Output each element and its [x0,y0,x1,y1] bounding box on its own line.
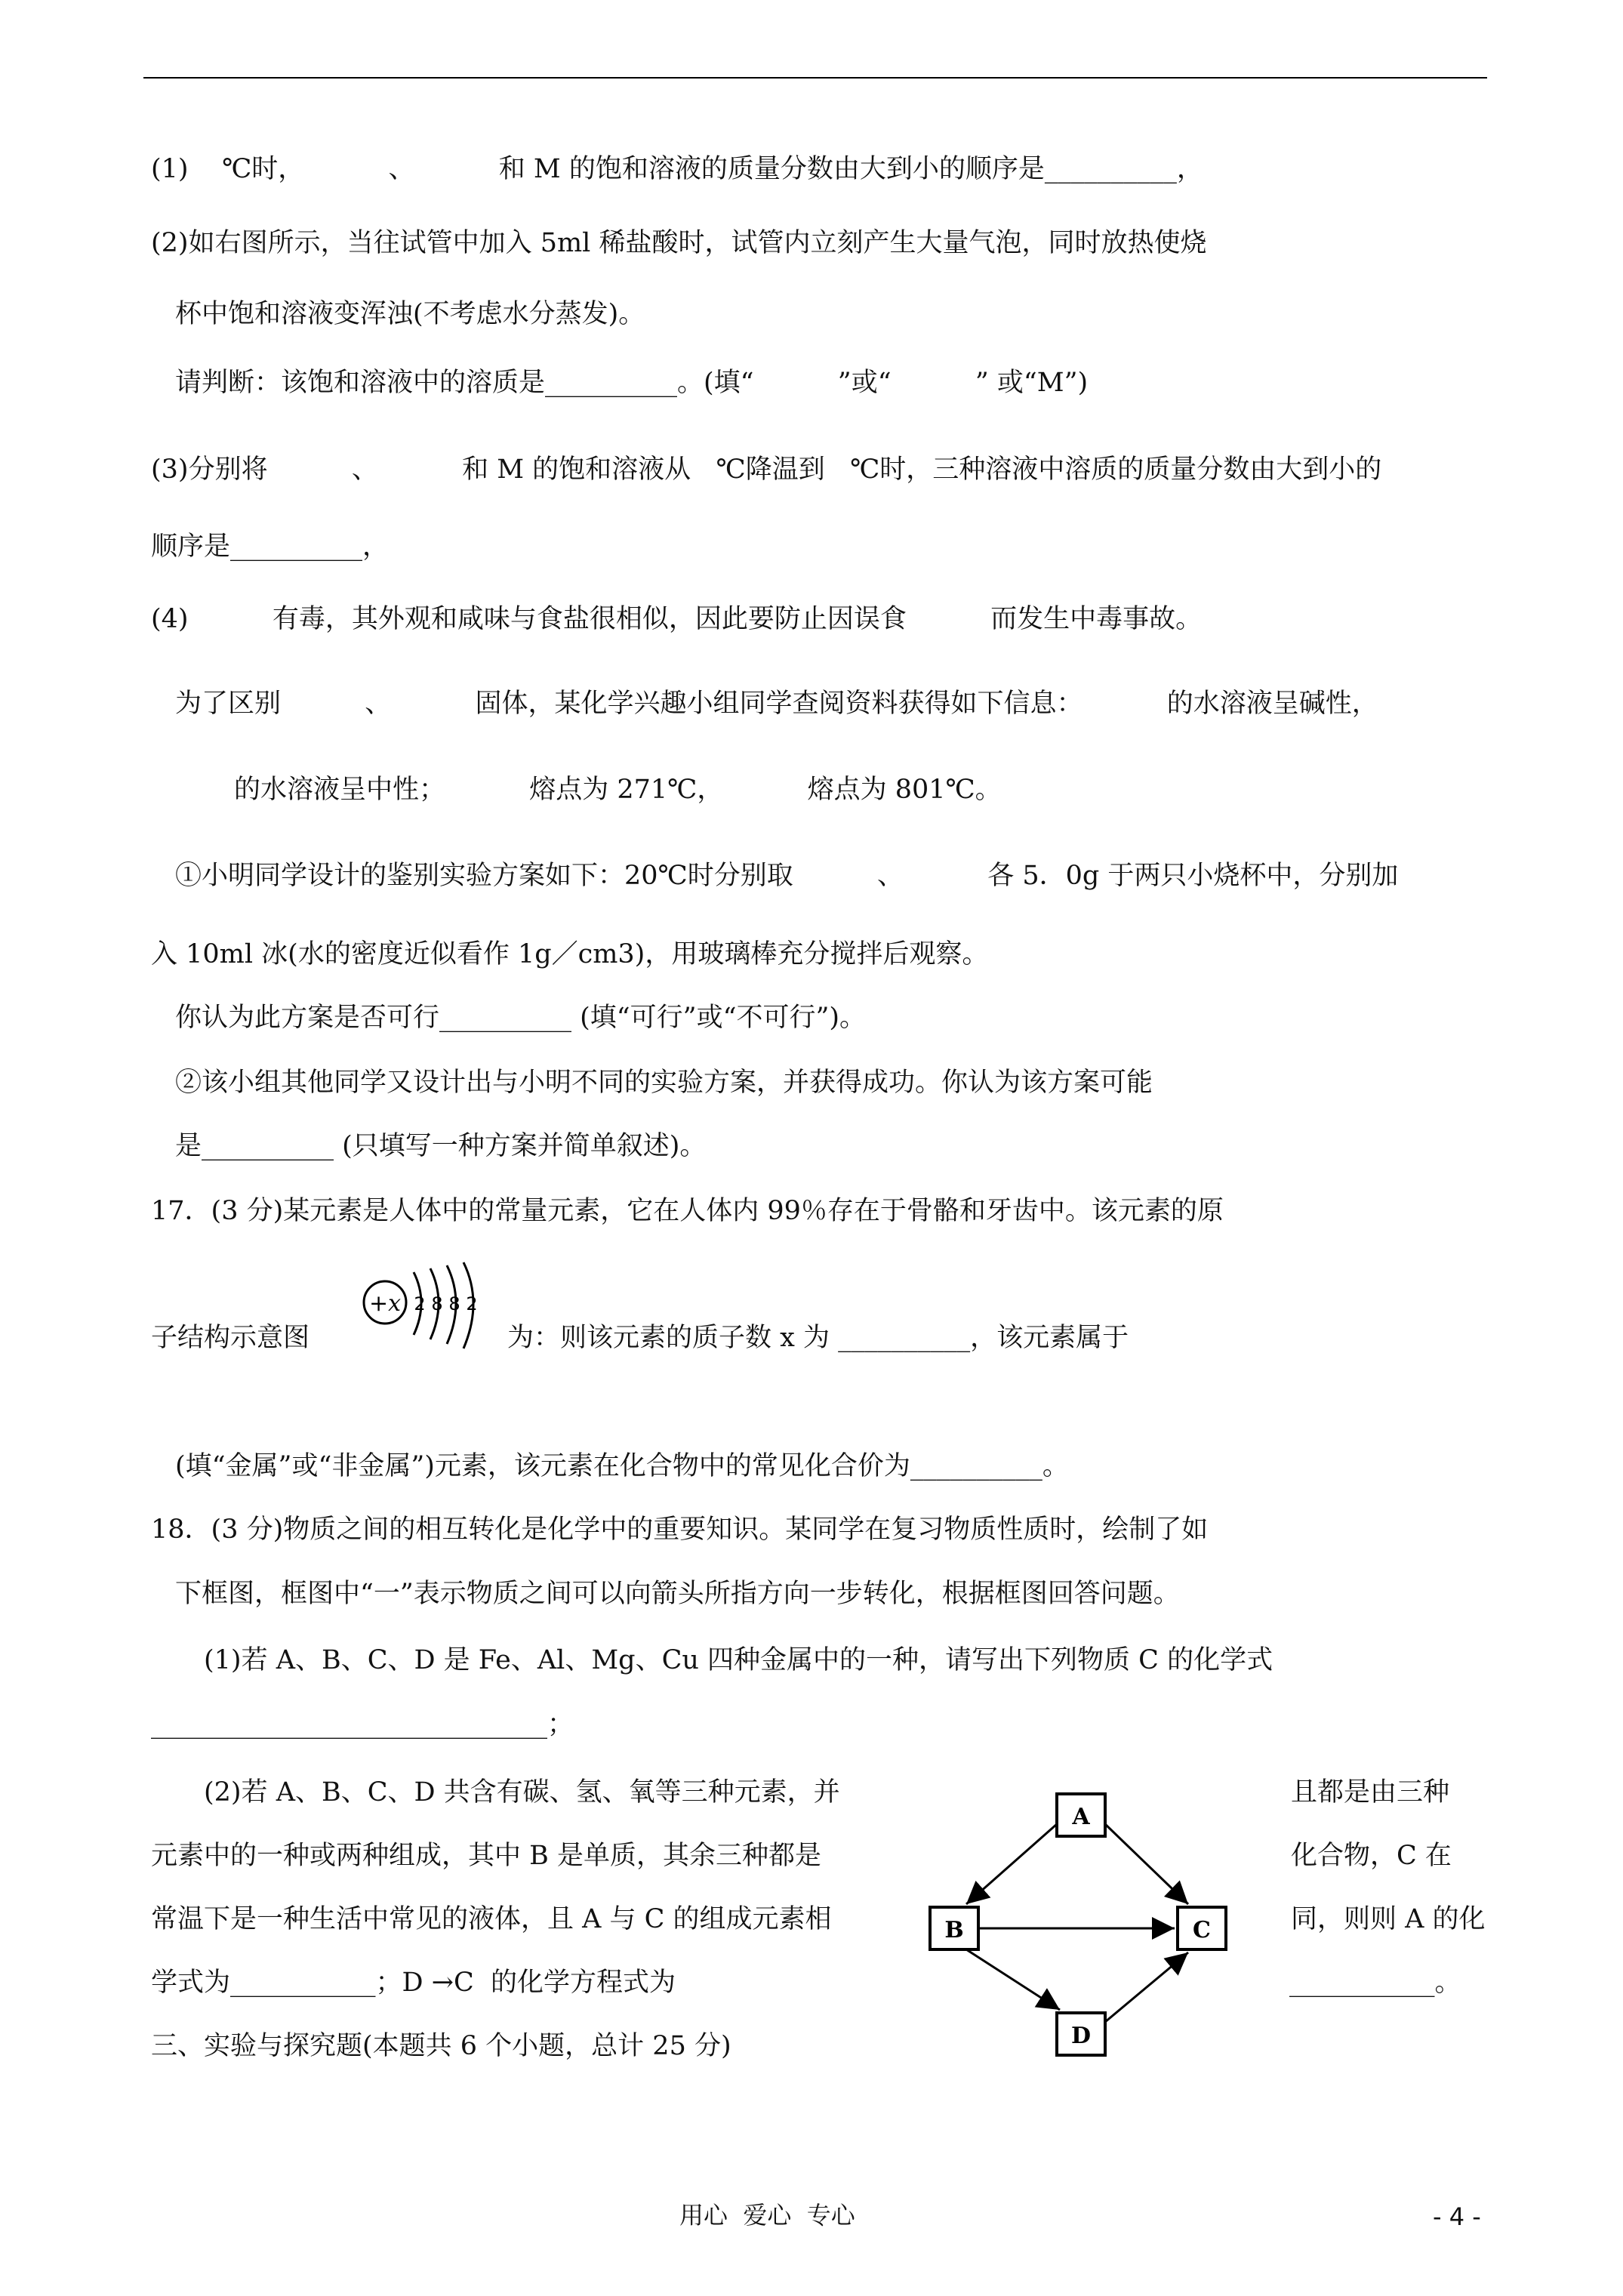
shell-2-count: 8 [431,1293,443,1314]
arrow-a-to-c [1105,1824,1188,1904]
q17-line2-right: 为：则该元素的质子数 x 为 __________，该元素属于 [507,1323,1129,1353]
q18-part2-left-4: 学式为___________；D →C 的化学方程式为 [151,1968,676,1998]
q18-part2-right-4: ___________。 [1289,1968,1461,1998]
q16-part4-line7: ②该小组其他同学又设计出与小明不同的实验方案，并获得成功。你认为该方案可能 [175,1068,1153,1098]
q18-part2-left-1: (2)若 A、B、C、D 共含有碳、氢、氧等三种元素，并 [204,1777,840,1808]
q17-line2-left: 子结构示意图 [151,1323,310,1353]
node-d-label: D [1070,2023,1092,2049]
atom-nucleus-label: +x [368,1290,402,1317]
q17-line1: 17．(3 分)某元素是人体中的常量元素，它在人体内 99％存在于骨骼和牙齿中。该元素的原 [151,1196,1224,1226]
arrow-d-to-c [1105,1952,1188,2022]
q16-part4-line6: 你认为此方案是否可行__________ (填“可行”或“不可行”)。 [175,1003,867,1033]
q16-part2-line3: 请判断：该饱和溶液中的溶质是__________。(填“ ”或“ ” 或“M”) [175,368,1089,398]
section-3-heading: 三、实验与探究题(本题共 6 个小题，总计 25 分) [151,2031,731,2061]
q18-part2-left-2: 元素中的一种或两种组成，其中 B 是单质，其余三种都是 [151,1841,821,1871]
node-a-label: A [1072,1804,1090,1830]
q18-part2-right-3: 同，则则 A 的化 [1291,1904,1486,1934]
node-c-label: C [1193,1917,1211,1943]
footer-slogan: 用心 爱心 专心 [679,2201,855,2230]
q16-part2-line1: (2)如右图所示，当往试管中加入 5ml 稀盐酸时，试管内立刻产生大量气泡，同时放热使烧 [151,228,1207,258]
q16-part1: (1) ℃时， 、 和 M 的饱和溶液的质量分数由大到小的顺序是__________， [151,154,1203,184]
arrow-a-to-b [966,1824,1057,1904]
q18-part1-answer-line: ______________________________； [151,1709,574,1740]
shell-1-count: 2 [414,1293,426,1314]
q18-part1: (1)若 A、B、C、D 是 Fe、Al、Mg、Cu 四种金属中的一种，请写出下列物质 C 的化学式 [204,1645,1273,1675]
header-rule [143,77,1487,79]
q18-part2-left-3: 常温下是一种生活中常见的液体，且 A 与 C 的组成元素相 [151,1904,832,1934]
conversion-diagram [921,1782,1238,2069]
arrow-b-to-d [966,1949,1060,2010]
q16-part4-line4: ①小明同学设计的鉴别实验方案如下：20℃时分别取 、 各 5．0g 于两只小烧杯中，分别加 [175,861,1399,891]
atom-structure-diagram [355,1261,506,1359]
q16-part4-line1: (4) 有毒，其外观和咸味与食盐很相似，因此要防止因误食 而发生中毒事故。 [151,604,1203,634]
q17-line3: (填“金属”或“非金属”)元素，该元素在化合物中的常见化合价为__________。 [175,1451,1069,1481]
q16-part4-line8: 是__________ (只填写一种方案并简单叙述)。 [175,1131,707,1161]
q16-part4-line2: 为了区别 、 固体，某化学兴趣小组同学查阅资料获得如下信息： 的水溶液呈碱性， [175,689,1378,719]
page-number: - 4 - [1433,2202,1481,2231]
node-b-label: B [944,1917,964,1943]
q18-line1: 18．(3 分)物质之间的相互转化是化学中的重要知识。某同学在复习物质性质时，绘制了如 [151,1515,1209,1545]
q16-part2-line2: 杯中饱和溶液变浑浊(不考虑水分蒸发)。 [175,299,645,329]
shell-3-count: 8 [448,1293,460,1314]
q16-part3-line1: (3)分别将 、 和 M 的饱和溶液从 ℃降温到 ℃时，三种溶液中溶质的质量分数由大到小的 [151,455,1382,485]
q16-part3-line2: 顺序是__________， [151,532,390,562]
q18-part2-right-2: 化合物，C 在 [1291,1841,1452,1871]
q18-line2: 下框图，框图中“一”表示物质之间可以向箭头所指方向一步转化，根据框图回答问题。 [175,1579,1180,1609]
q18-part2-right-1: 且都是由三种 [1291,1777,1450,1808]
q16-part4-line3: 的水溶液呈中性； 熔点为 271℃， 熔点为 801℃。 [234,775,1002,805]
q16-part4-line5: 入 10ml 冰(水的密度近似看作 1g／cm3)，用玻璃棒充分搅拌后观察。 [151,939,989,969]
shell-4-count: 2 [466,1293,478,1314]
